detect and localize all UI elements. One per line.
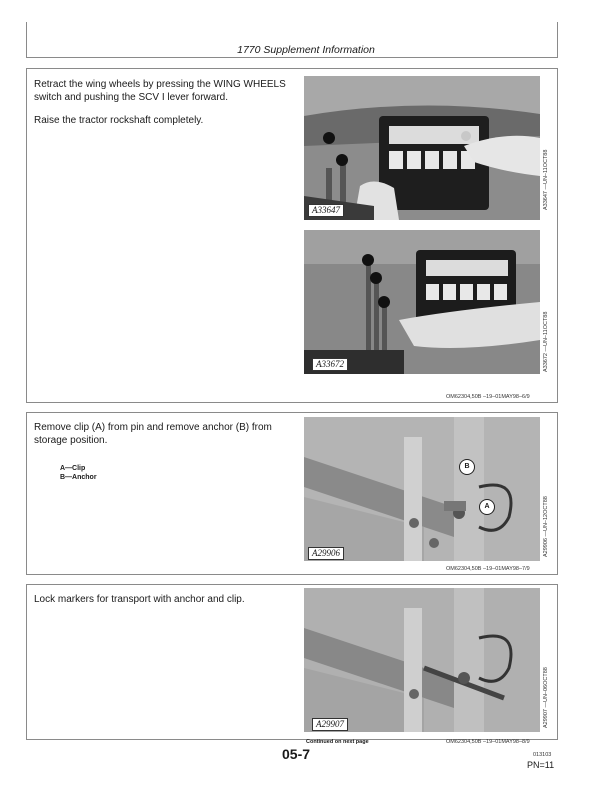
- reference-code: OM62304,50B –19–01MAY98–8/9: [446, 739, 530, 745]
- photo-side-code: A29907 —UN–06OCT88: [543, 667, 549, 728]
- photo-markers-locked: [304, 588, 540, 732]
- photo-tag: A33647: [308, 204, 344, 217]
- pn-number: PN=11: [527, 760, 555, 770]
- photo-control-box: [304, 76, 540, 220]
- photo-clip-anchor: [304, 417, 540, 561]
- callout-b: B: [459, 459, 475, 475]
- callout-a: A: [479, 499, 495, 515]
- instruction-text: Retract the wing wheels by pressing the WING WHEELS switch and pushing the SCV I lever forward.: [34, 79, 286, 103]
- reference-code: OM62304,50B –19–01MAY98–7/9: [446, 566, 530, 572]
- legend-item: A—Clip: [60, 465, 86, 472]
- instruction-text: Remove clip (A) from pin and remove anchor (B) from storage position.: [34, 422, 272, 446]
- reference-code: OM62304,50B –19–01MAY98–6/9: [446, 394, 530, 400]
- photo-tag: A29907: [312, 718, 348, 731]
- page-number: 05-7: [282, 746, 311, 762]
- photo-side-code: A33647 —UN–11OCT88: [543, 149, 549, 210]
- legend-item: B—Anchor: [60, 474, 97, 481]
- continued-note: Continued on next page: [306, 739, 369, 745]
- page-header-title: 1770 Supplement Information: [237, 44, 375, 56]
- photo-scv-lever: [304, 230, 540, 374]
- instruction-text: Raise the tractor rockshaft completely.: [34, 115, 204, 126]
- header-rule: [26, 57, 558, 58]
- photo-side-code: A33672 —UN–11OCT88: [543, 311, 549, 372]
- footer-code: 013103: [533, 752, 552, 758]
- instruction-text: Lock markers for transport with anchor and clip.: [34, 594, 245, 605]
- photo-tag: A33672: [312, 358, 348, 371]
- photo-side-code: A29906 —UN–12OCT88: [543, 496, 549, 557]
- photo-tag: A29906: [308, 547, 344, 560]
